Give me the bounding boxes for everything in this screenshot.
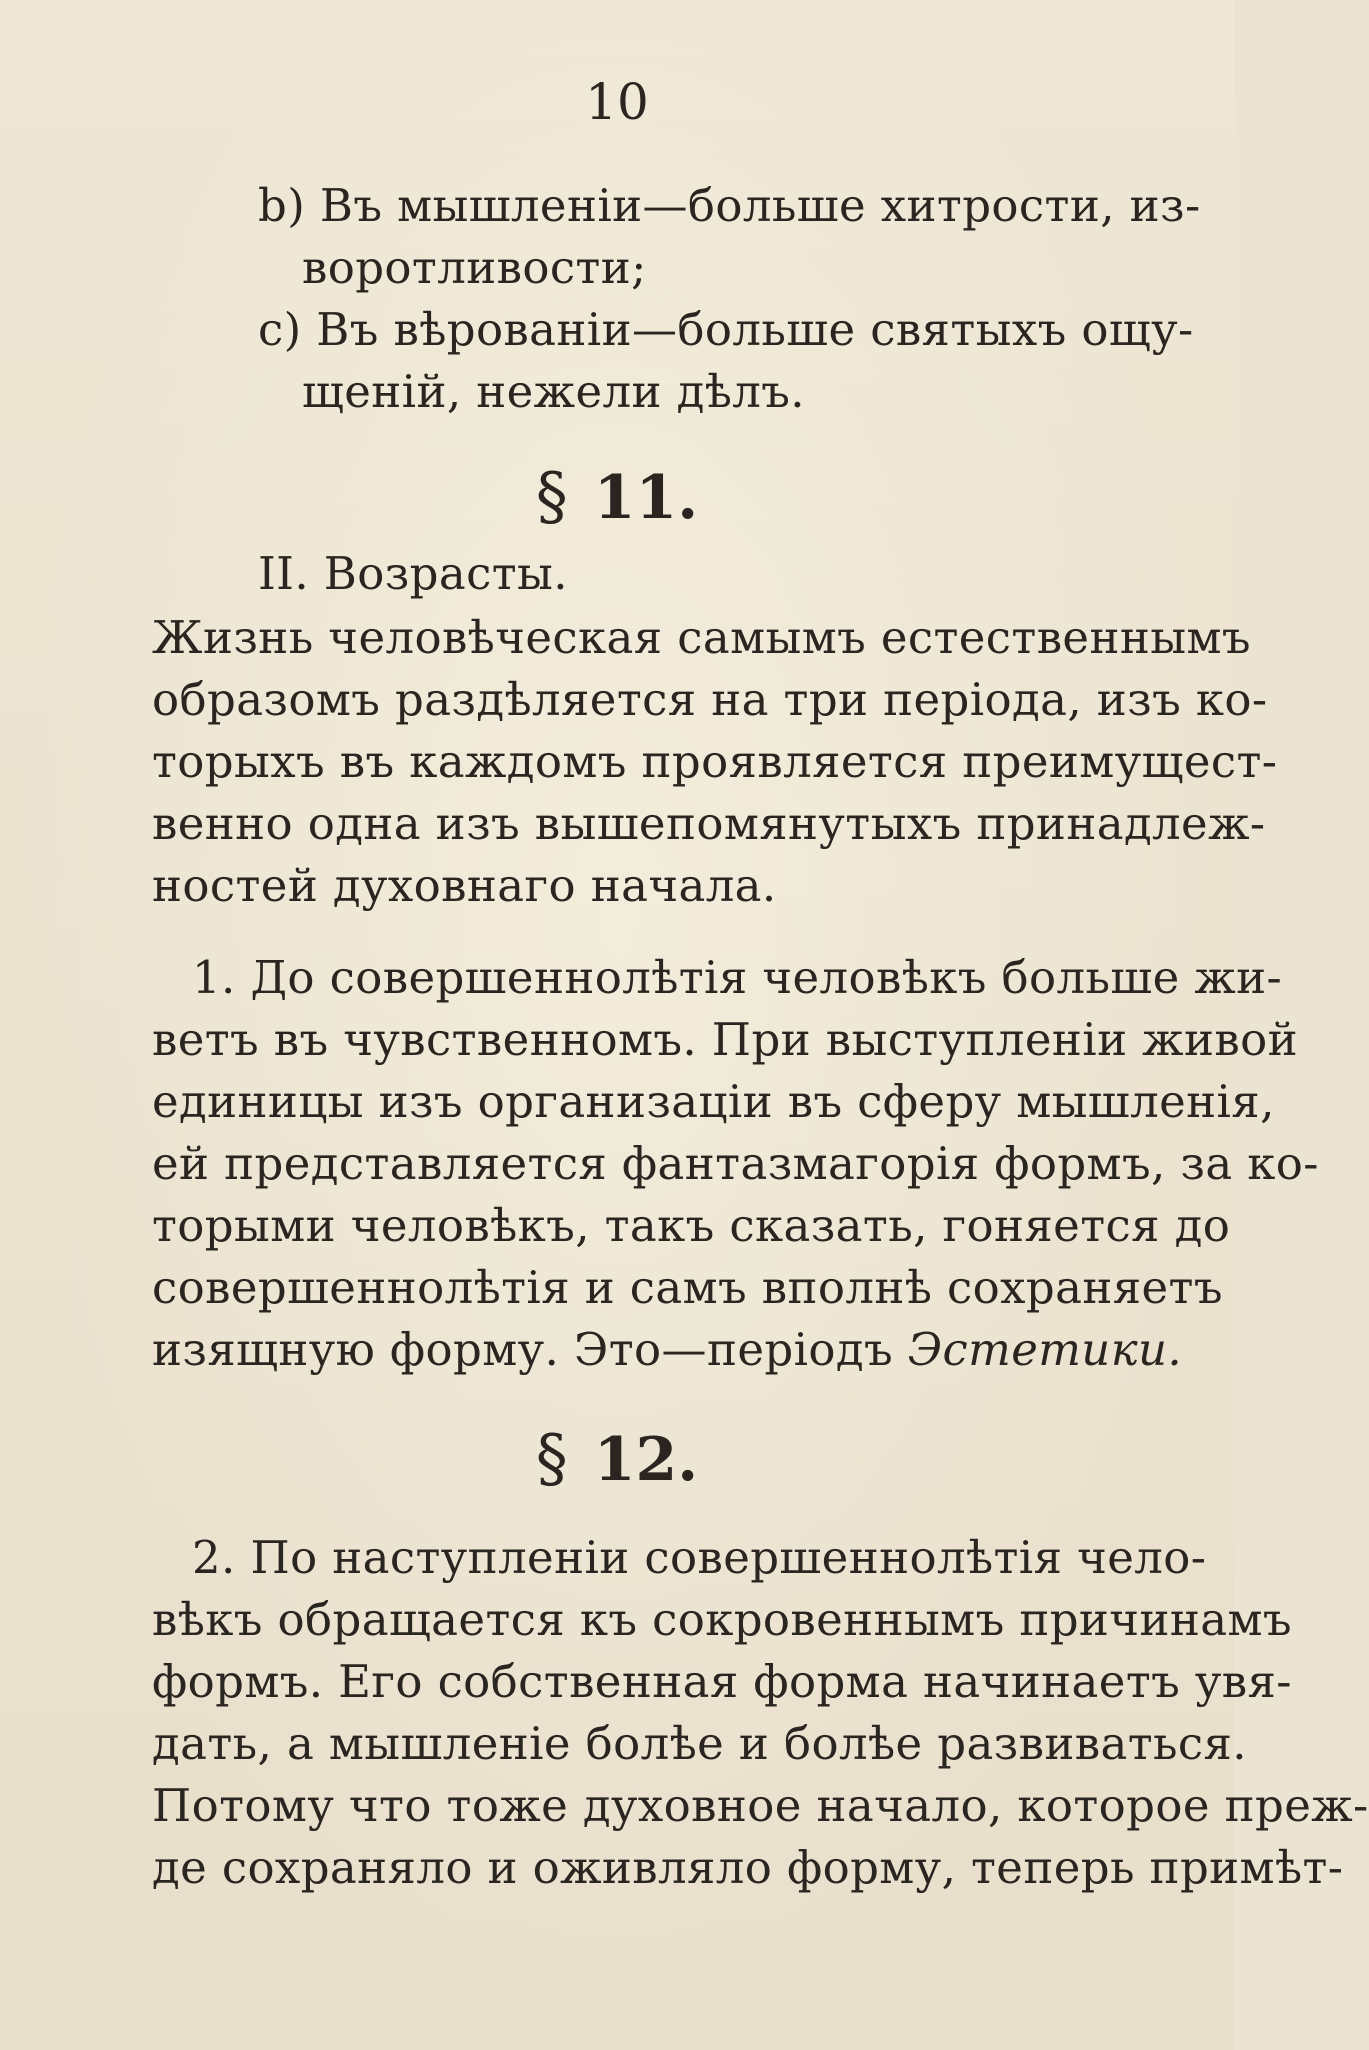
paragraph-1-line-2: образомъ раздѣляется на три періода, изъ ко- [152, 673, 1268, 726]
paragraph-2-line-7 [152, 1322, 1183, 1378]
paragraph-2-line-2: ветъ въ чувственномъ. При выступленіи живой [152, 1013, 1298, 1066]
paragraph-2-line-3: единицы изъ организаціи въ сферу мышленія, [152, 1075, 1275, 1128]
paragraph-2-line-4: ей представляется фантазмагорія формъ, за ко- [152, 1137, 1319, 1190]
paragraph-3-line-6: де сохраняло и оживляло форму, теперь примѣт- [152, 1841, 1344, 1894]
term-estetiki: Эстетики. [907, 1323, 1183, 1376]
section-heading-12 [0, 1424, 1234, 1495]
paragraph-2-line-6: совершеннолѣтія и самъ вполнѣ сохраняетъ [152, 1261, 1223, 1314]
paragraph-1-line-5: ностей духовнаго начала. [152, 859, 777, 912]
paragraph-2-line-7-text: изящную форму. Это—періодъ [152, 1323, 908, 1376]
paragraph-3-line-1: 2. По наступленіи совершеннолѣтія чело- [192, 1531, 1207, 1584]
paragraph-1-line-1: Жизнь человѣческая самымъ естественнымъ [152, 611, 1251, 664]
list-item-c-line-1: c) Въ вѣрованіи—больше святыхъ ощу- [258, 303, 1194, 356]
list-item-b-line-2: воротливости; [302, 241, 647, 294]
section-number: 12. [593, 1425, 699, 1495]
section-heading-11 [0, 462, 1234, 533]
paragraph-3-line-4: дать, а мышленіе болѣе и болѣе развиваться. [152, 1717, 1248, 1770]
page-number: 10 [585, 73, 649, 131]
paragraph-2-line-1: 1. До совершеннолѣтія человѣкъ больше жи- [192, 951, 1283, 1004]
paragraph-1-line-4: венно одна изъ вышепомянутыхъ принадлеж- [152, 797, 1266, 850]
paragraph-3-line-3: формъ. Его собственная форма начинаетъ увя- [152, 1655, 1292, 1708]
section-sign: § [535, 460, 568, 534]
list-item-c-line-2: щеній, нежели дѣлъ. [302, 365, 805, 418]
paragraph-1-line-3: торыхъ въ каждомъ проявляется преимущест- [152, 735, 1278, 788]
section-sign: § [535, 1422, 568, 1496]
paragraph-3-line-5: Потому что тоже духовное начало, которое преж- [152, 1779, 1369, 1832]
subheading-vozrasty: II. Возрасты. [258, 547, 568, 600]
paragraph-2-line-5: торыми человѣкъ, такъ сказать, гоняется до [152, 1199, 1231, 1252]
paragraph-3-line-2: вѣкъ обращается къ сокровеннымъ причинамъ [152, 1593, 1292, 1646]
list-item-b-line-1: b) Въ мышленіи—больше хитрости, из- [258, 179, 1201, 232]
section-number: 11. [593, 463, 699, 533]
